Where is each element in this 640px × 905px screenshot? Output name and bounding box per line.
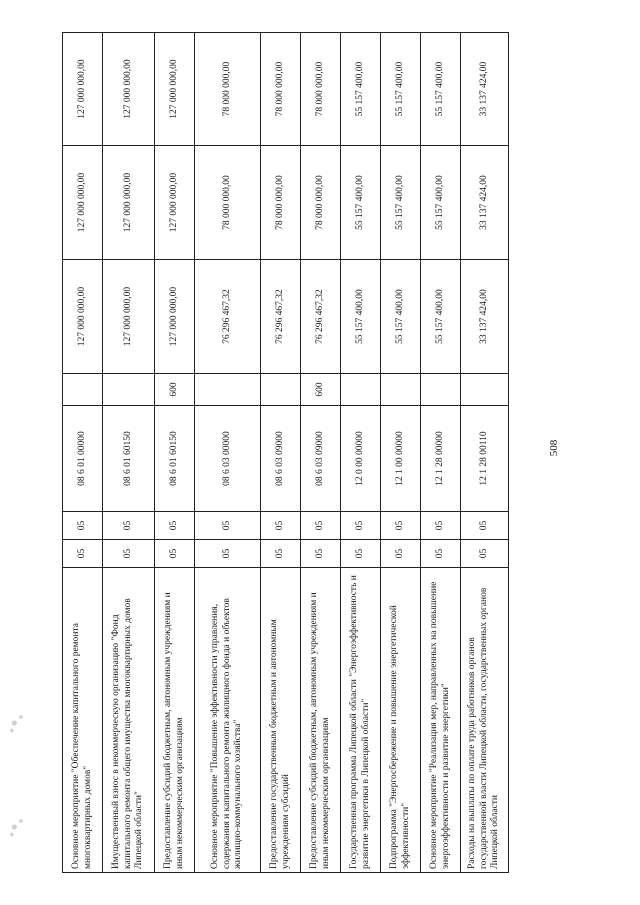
amount-year-2-cell: 55 157 400,00 [421, 146, 461, 260]
target-article-cell: 08 6 03 09000 [301, 406, 341, 512]
amount-year-1-cell: 55 157 400,00 [421, 260, 461, 374]
section-code-cell: 05 [155, 540, 195, 568]
table-row [341, 33, 381, 873]
target-article-cell: 08 6 01 60150 [103, 406, 155, 512]
amount-year-3-cell: 55 157 400,00 [381, 33, 421, 146]
amount-year-3-cell: 127 000 000,00 [63, 33, 103, 146]
target-article-cell: 12 1 28 00110 [461, 406, 509, 512]
table-row [301, 33, 341, 873]
amount-year-3-cell: 78 000 000,00 [301, 33, 341, 146]
expense-type-cell [261, 374, 301, 406]
amount-year-2-cell: 78 000 000,00 [301, 146, 341, 260]
expense-type-cell [421, 374, 461, 406]
expense-type-cell [461, 374, 509, 406]
rotated-table-container [62, 33, 508, 873]
row-name-cell: Основное мероприятие "Реализация мер, направленных на повышение энергоэффективности и развитие энергетики" [421, 568, 461, 873]
subsection-code-cell: 05 [421, 512, 461, 540]
amount-year-2-cell: 127 000 000,00 [63, 146, 103, 260]
budget-table [62, 32, 509, 873]
row-name-cell: Основное мероприятие "Обеспечение капитального ремонта многоквартирных домов" [63, 568, 103, 873]
subsection-code-cell: 05 [195, 512, 261, 540]
section-code-cell: 05 [103, 540, 155, 568]
table-row [461, 33, 509, 873]
expense-type-cell [63, 374, 103, 406]
target-article-cell: 08 6 03 00000 [195, 406, 261, 512]
amount-year-2-cell: 33 137 424,00 [461, 146, 509, 260]
amount-year-2-cell: 55 157 400,00 [341, 146, 381, 260]
amount-year-1-cell: 55 157 400,00 [381, 260, 421, 374]
amount-year-1-cell: 127 000 000,00 [103, 260, 155, 374]
expense-type-cell [381, 374, 421, 406]
section-code-cell: 05 [195, 540, 261, 568]
amount-year-1-cell: 127 000 000,00 [155, 260, 195, 374]
page-number: 508 [548, 439, 560, 457]
amount-year-1-cell: 127 000 000,00 [63, 260, 103, 374]
amount-year-3-cell: 78 000 000,00 [261, 33, 301, 146]
amount-year-1-cell: 33 137 424,00 [461, 260, 509, 374]
row-name-cell: Предоставление субсидий бюджетным, автономным учреждениям и иным некоммерческим организациям [155, 568, 195, 873]
target-article-cell: 08 6 03 09000 [261, 406, 301, 512]
amount-year-1-cell: 55 157 400,00 [341, 260, 381, 374]
amount-year-3-cell: 127 000 000,00 [103, 33, 155, 146]
row-name-cell: Основное мероприятие "Повышение эффективности управления, содержания и капитального ремонта жилищного фонда и объектов жилищно-коммунального хозяйства" [195, 568, 261, 873]
subsection-code-cell: 05 [301, 512, 341, 540]
table-row [421, 33, 461, 873]
subsection-code-cell: 05 [381, 512, 421, 540]
expense-type-cell: 600 [301, 374, 341, 406]
scan-artifact [4, 812, 30, 842]
target-article-cell: 08 6 01 60150 [155, 406, 195, 512]
subsection-code-cell: 05 [261, 512, 301, 540]
amount-year-2-cell: 78 000 000,00 [195, 146, 261, 260]
row-name-cell: Расходы на выплаты по оплате труда работников органов государственной власти Липецкой области, государственных органов Липецкой области [461, 568, 509, 873]
section-code-cell: 05 [341, 540, 381, 568]
subsection-code-cell: 05 [461, 512, 509, 540]
row-name-cell: Имущественный взнос в некоммерческую организацию "Фонд капитального ремонта общего имущества многоквартирных домов Липецкой области" [103, 568, 155, 873]
amount-year-3-cell: 78 000 000,00 [195, 33, 261, 146]
amount-year-3-cell: 127 000 000,00 [155, 33, 195, 146]
table-row [261, 33, 301, 873]
section-code-cell: 05 [461, 540, 509, 568]
table-row [63, 33, 103, 873]
amount-year-3-cell: 55 157 400,00 [421, 33, 461, 146]
target-article-cell: 12 0 00 00000 [341, 406, 381, 512]
amount-year-2-cell: 55 157 400,00 [381, 146, 421, 260]
row-name-cell: Подпрограмма "Энергосбережение и повышение энергетической эффективности" [381, 568, 421, 873]
row-name-cell: Предоставление субсидий бюджетным, автономным учреждениям и иным некоммерческим организациям [301, 568, 341, 873]
table-row [155, 33, 195, 873]
amount-year-3-cell: 33 137 424,00 [461, 33, 509, 146]
section-code-cell: 05 [381, 540, 421, 568]
expense-type-cell [195, 374, 261, 406]
subsection-code-cell: 05 [103, 512, 155, 540]
table-row [381, 33, 421, 873]
subsection-code-cell: 05 [155, 512, 195, 540]
expense-type-cell [341, 374, 381, 406]
expense-type-cell [103, 374, 155, 406]
amount-year-2-cell: 78 000 000,00 [261, 146, 301, 260]
table-row [103, 33, 155, 873]
amount-year-1-cell: 76 296 467,32 [261, 260, 301, 374]
section-code-cell: 05 [261, 540, 301, 568]
amount-year-1-cell: 76 296 467,32 [195, 260, 261, 374]
subsection-code-cell: 05 [341, 512, 381, 540]
target-article-cell: 12 1 00 00000 [381, 406, 421, 512]
row-name-cell: Предоставление государственным бюджетным и автономным учреждениям субсидий [261, 568, 301, 873]
section-code-cell: 05 [421, 540, 461, 568]
row-name-cell: Государственная программа Липецкой области "Энергоэффективность и развитие энергетики в Липецкой области" [341, 568, 381, 873]
scan-artifact [4, 708, 30, 738]
target-article-cell: 12 1 28 00000 [421, 406, 461, 512]
amount-year-2-cell: 127 000 000,00 [103, 146, 155, 260]
amount-year-2-cell: 127 000 000,00 [155, 146, 195, 260]
section-code-cell: 05 [63, 540, 103, 568]
amount-year-1-cell: 76 296 467,32 [301, 260, 341, 374]
table-row [195, 33, 261, 873]
subsection-code-cell: 05 [63, 512, 103, 540]
expense-type-cell: 600 [155, 374, 195, 406]
amount-year-3-cell: 55 157 400,00 [341, 33, 381, 146]
target-article-cell: 08 6 01 00000 [63, 406, 103, 512]
section-code-cell: 05 [301, 540, 341, 568]
